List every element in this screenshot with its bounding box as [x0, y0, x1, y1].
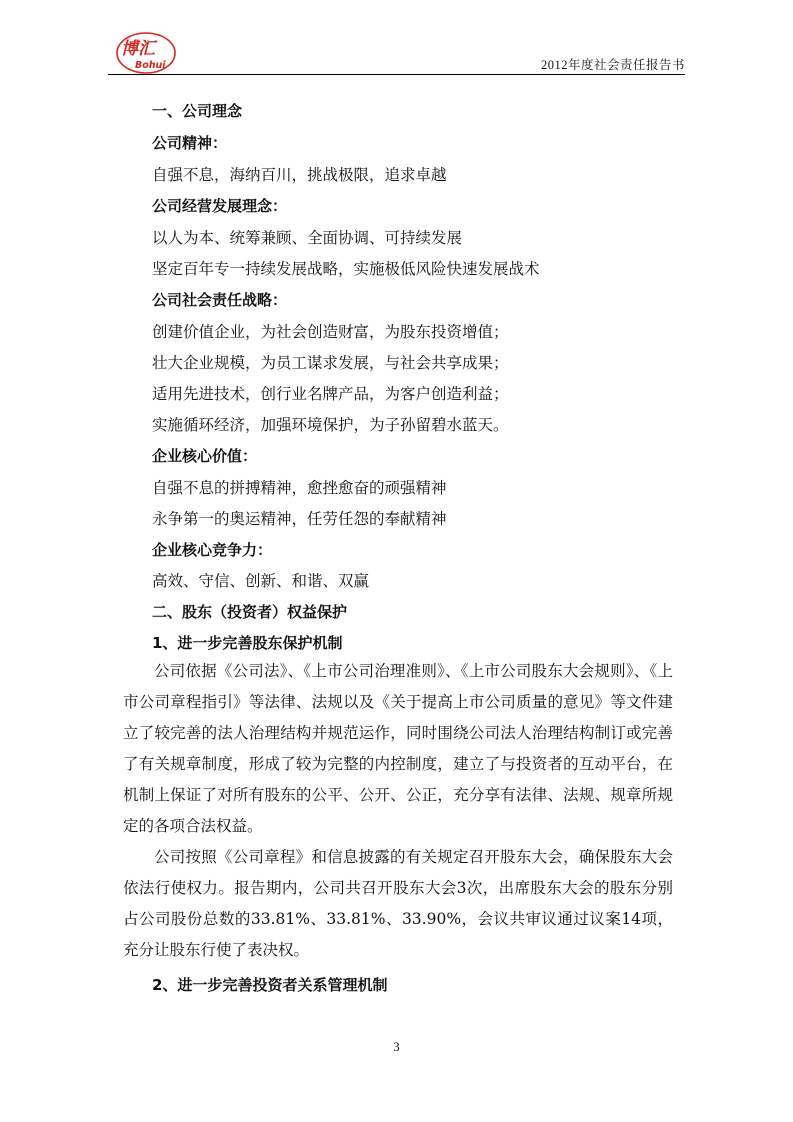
section2-heading: 二、股东（投资者）权益保护 — [152, 603, 348, 621]
subsection2-heading: 2、进一步完善投资者关系管理机制 — [152, 976, 388, 994]
bohui-logo — [115, 30, 177, 76]
spirit-line: 自强不息，海纳百川，挑战极限，追求卓越 — [152, 166, 447, 184]
section1-heading: 一、公司理念 — [152, 102, 243, 120]
philosophy-line: 以人为本、统筹兼顾、全面协调、可持续发展 — [152, 229, 463, 247]
values-line: 永争第一的奥运精神，任劳任怨的奉献精神 — [152, 510, 447, 528]
header-rule — [108, 74, 685, 75]
csr-label: 公司社会责任战略： — [152, 291, 288, 309]
csr-line: 适用先进技术，创行业名牌产品，为客户创造利益； — [152, 385, 509, 403]
paragraph-shareholder-protection: 公司依据《公司法》、《上市公司治理准则》、《上市公司股东大会规则》、《上市公司章程指引》等法律、法规以及《关于提高上市公司质量的意见》等文件建立了较完善的法人治理结构并规范运作，同时围绕公司法人治理结构制订或完善了有关规章制度，形成了较为完整的内控制度，建立了与投资者的互动平台，在机制上保证了对所有股东的公平、公开、公正，充分享有法律、法规、规章所规定的各项合法权益。 — [123, 662, 673, 835]
philosophy-line: 坚定百年专一持续发展战略，实施极低风险快速发展战术 — [152, 260, 540, 278]
philosophy-label: 公司经营发展理念： — [152, 197, 288, 215]
subsection1-heading: 1、进一步完善股东保护机制 — [152, 634, 343, 652]
report-title: 2012年度社会责任报告书 — [540, 58, 685, 72]
csr-line: 创建价值企业，为社会创造财富，为股东投资增值； — [152, 323, 509, 341]
values-line: 自强不息的拼搏精神，愈挫愈奋的顽强精神 — [152, 479, 447, 497]
values-label: 企业核心价值： — [152, 447, 258, 465]
csr-line: 壮大企业规模，为员工谋求发展，与社会共享成果； — [152, 354, 509, 372]
logo-text: 博汇 — [121, 39, 155, 59]
spirit-label: 公司精神： — [152, 134, 228, 152]
competence-line: 高效、守信、创新、和谐、双赢 — [152, 572, 370, 590]
csr-line: 实施循环经济，加强环境保护，为子孙留碧水蓝天。 — [152, 416, 509, 434]
paragraph-shareholder-meetings: 公司按照《公司章程》和信息披露的有关规定召开股东大会，确保股东大会依法行使权力。报告期内，公司共召开股东大会3次，出席股东大会的股东分别占公司股份总数的33.81%、33.81%、33.90%，会议共审议通过议案14项，充分让股东行使了表决权。 — [123, 848, 673, 959]
page-number: 3 — [393, 1040, 400, 1054]
logo-subtext: Bohui — [135, 60, 166, 71]
competence-label: 企业核心竞争力： — [152, 541, 273, 559]
